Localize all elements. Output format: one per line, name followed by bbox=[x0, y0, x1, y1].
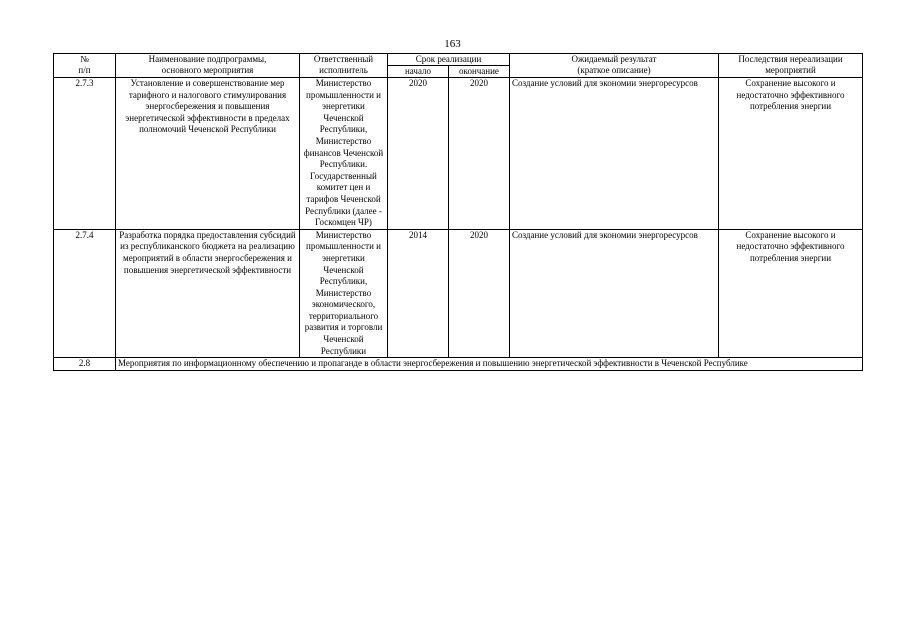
measures-table bbox=[53, 53, 863, 371]
header-number-line2: п/п bbox=[78, 65, 91, 75]
row-number: 2.7.3 bbox=[54, 78, 116, 230]
row-executor: Министерство промышленности и энергетики Чеченской Республики, Министерство экономического, территориального развития и торговли Чеченской Республики bbox=[300, 229, 388, 358]
row-end: 2020 bbox=[449, 229, 510, 358]
section-number: 2.8 bbox=[54, 358, 116, 371]
row-name: Установление и совершенствование мер тарифного и налогового стимулирования энергосбережения и повышения энергетической эффективности в пределах полномочий Чеченской Республики bbox=[116, 78, 300, 230]
header-period: Срок реализации bbox=[388, 54, 510, 66]
section-title: Мероприятия по информационному обеспечению и пропаганде в области энергосбережения и повышению энергетической эффективности в Чеченской Республике bbox=[116, 358, 863, 371]
row-name: Разработка порядка предоставления субсидий из республиканского бюджета на реализацию мероприятий в области энергосбережения и повышения энергетической эффективности bbox=[116, 229, 300, 358]
header-consequences bbox=[719, 54, 863, 78]
header-name bbox=[116, 54, 300, 78]
table-header-row bbox=[54, 54, 863, 66]
row-consequences: Сохранение высокого и недостаточно эффективного потребления энергии bbox=[719, 78, 863, 230]
header-result bbox=[510, 54, 719, 78]
header-consequences-line2: мероприятий bbox=[765, 65, 816, 75]
header-executor-line2: исполнитель bbox=[319, 65, 368, 75]
page-number: 163 bbox=[444, 38, 461, 50]
header-result-line1: Ожидаемый результат bbox=[571, 54, 657, 64]
row-result: Создание условий для экономии энергоресурсов bbox=[510, 78, 719, 230]
row-end: 2020 bbox=[449, 78, 510, 230]
row-executor: Министерство промышленности и энергетики Чеченской Республики, Министерство финансов Чеченской Республики. Государственный комитет цен и тарифов Чеченской Республики (далее - Госкомцен ЧР) bbox=[300, 78, 388, 230]
header-number-line1: № bbox=[80, 54, 89, 64]
header-name-line1: Наименование подпрограммы, bbox=[148, 54, 267, 64]
row-start: 2014 bbox=[388, 229, 449, 358]
header-executor bbox=[300, 54, 388, 78]
header-consequences-line1: Последствия нереализации bbox=[738, 54, 843, 64]
header-number bbox=[54, 54, 116, 78]
row-consequences: Сохранение высокого и недостаточно эффективного потребления энергии bbox=[719, 229, 863, 358]
row-start: 2020 bbox=[388, 78, 449, 230]
header-start: начало bbox=[388, 66, 449, 78]
header-executor-line1: Ответственный bbox=[313, 54, 374, 64]
row-number: 2.7.4 bbox=[54, 229, 116, 358]
header-result-line2: (краткое описание) bbox=[577, 65, 651, 75]
table-row bbox=[54, 78, 863, 230]
header-name-line2: основного мероприятия bbox=[161, 65, 254, 75]
table-row bbox=[54, 229, 863, 358]
section-row bbox=[54, 358, 863, 371]
header-end: окончание bbox=[449, 66, 510, 78]
row-result: Создание условий для экономии энергоресурсов bbox=[510, 229, 719, 358]
